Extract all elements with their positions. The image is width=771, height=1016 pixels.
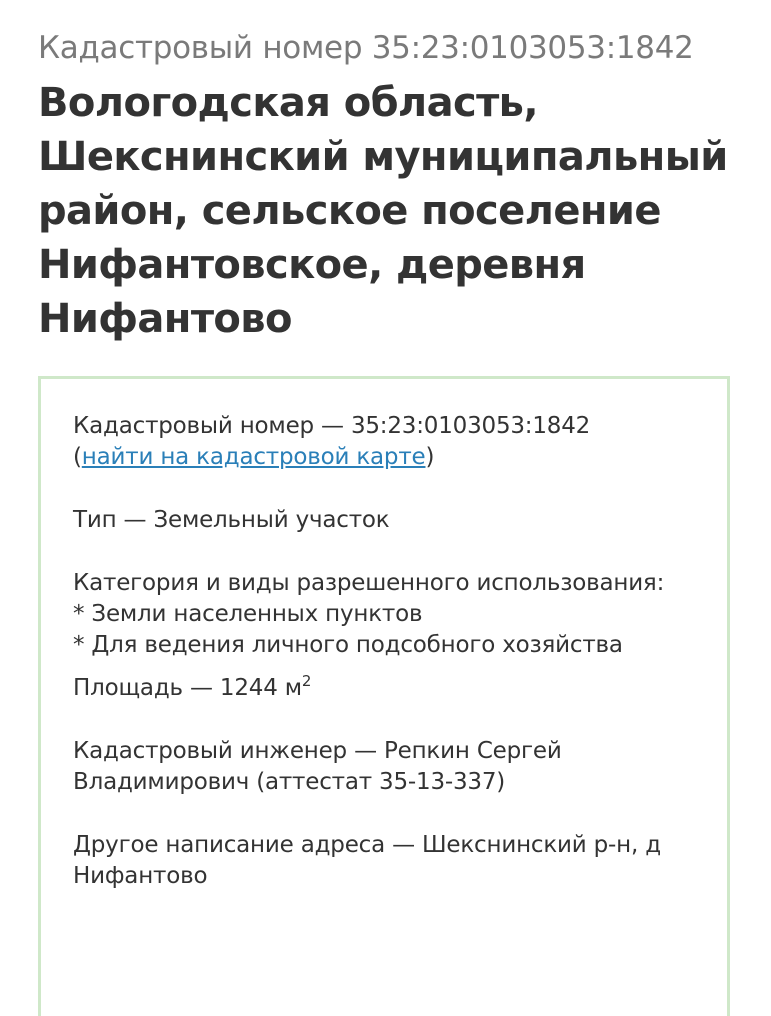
property-details-body	[73, 411, 713, 924]
cadastral-number-row	[73, 411, 713, 473]
map-link-close-paren: )	[425, 444, 435, 470]
map-link-open-paren: (	[73, 444, 82, 470]
category-row	[73, 568, 713, 661]
area-text: Площадь — 1244 м	[73, 675, 302, 701]
area-row	[73, 673, 713, 704]
alternate-address-row: Другое написание адреса — Шекснинский р-н, д Нифантово	[73, 832, 661, 889]
category-item: * Для ведения личного подсобного хозяйства	[73, 632, 623, 658]
type-row: Тип — Земельный участок	[73, 507, 390, 533]
page-title: Вологодская область, Шекснинский муниципальный район, сельское поселение Нифантовское, деревня Нифантово	[38, 80, 728, 342]
cadastral-engineer-row: Кадастровый инженер — Репкин Сергей Владимирович (аттестат 35-13-337)	[73, 738, 562, 795]
area-unit-superscript: 2	[301, 672, 312, 690]
property-details-card	[38, 376, 730, 1016]
category-item: * Земли населенных пунктов	[73, 601, 423, 627]
category-heading: Категория и виды разрешенного использования:	[73, 570, 665, 596]
cadastral-map-link[interactable]: найти на кадастровой карте	[81, 444, 426, 470]
cadastral-number-text: Кадастровый номер — 35:23:0103053:1842	[73, 413, 591, 439]
cadastral-number-subtitle: Кадастровый номер 35:23:0103053:1842	[38, 30, 694, 66]
